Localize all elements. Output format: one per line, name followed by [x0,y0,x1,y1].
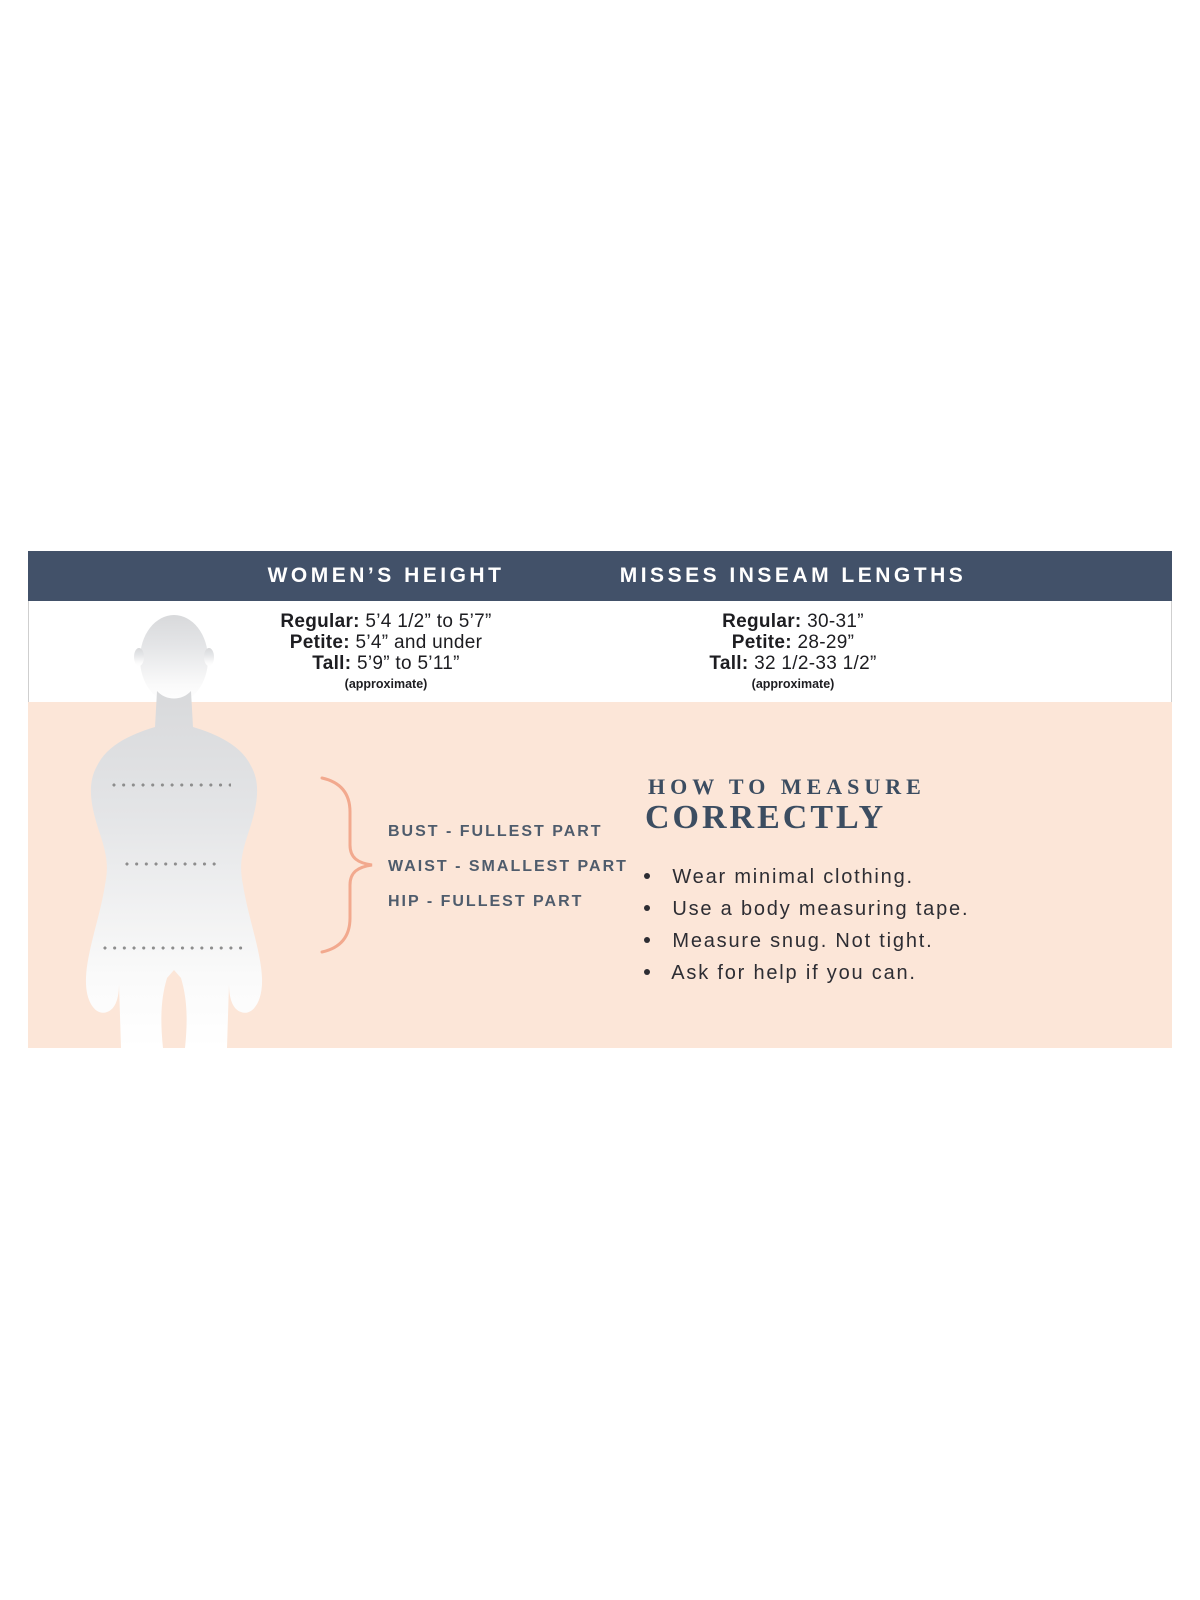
inseam-tall-value: 32 1/2-33 1/2” [754,653,877,674]
height-petite-value: 5’4” and under [355,632,483,653]
tip-item-2 [644,893,969,925]
tip-text-3: Measure snug. Not tight. [672,930,934,952]
tip-text-1: Wear minimal clothing. [672,866,914,888]
waist-dotted-line [125,862,221,866]
tip-item-3 [644,925,969,957]
measuring-tips-list [644,861,969,989]
bullet-icon [644,969,650,975]
inseam-petite-label: Petite: [731,632,792,653]
height-regular-value: 5’4 1/2” to 5’7” [365,611,492,632]
tip-text-2: Use a body measuring tape. [672,898,970,920]
misses-inseam-values [593,611,993,692]
waist-label: WAIST - SMALLEST PART [388,858,628,875]
inseam-row-tall [593,653,993,674]
bullet-icon [644,873,650,879]
height-approximate-note: (approximate) [344,677,428,691]
inseam-approximate-note: (approximate) [751,677,835,691]
height-tall-value: 5’9” to 5’11” [356,653,460,674]
column-header-misses-inseam: MISSES INSEAM LENGTHS [619,564,967,587]
inseam-tall-label: Tall: [709,653,749,674]
size-guide-infographic [28,551,1172,1048]
height-petite-label: Petite: [289,632,350,653]
correctly-title: CORRECTLY [645,799,887,836]
inseam-regular-value: 30-31” [807,611,864,632]
column-header-womens-height: WOMEN’S HEIGHT [267,564,505,587]
woman-silhouette-icon [60,615,290,1048]
height-tall-label: Tall: [312,653,352,674]
inseam-petite-value: 28-29” [797,632,855,653]
how-to-measure-title: HOW TO MEASURE [648,774,926,799]
bust-label: BUST - FULLEST PART [388,823,603,840]
bust-dotted-line [112,783,231,787]
bullet-icon [644,905,650,911]
inseam-row-petite [593,632,993,653]
height-regular-label: Regular: [280,611,360,632]
hip-dotted-line [103,946,243,950]
inseam-row-regular [593,611,993,632]
bullet-icon [644,937,650,943]
table-header-bar [28,551,1172,601]
tip-item-1 [644,861,969,893]
tip-text-4: Ask for help if you can. [671,962,917,984]
inseam-regular-label: Regular: [722,611,802,632]
curly-brace-icon [316,771,380,959]
hip-label: HIP - FULLEST PART [388,893,584,910]
tip-item-4 [644,957,969,989]
